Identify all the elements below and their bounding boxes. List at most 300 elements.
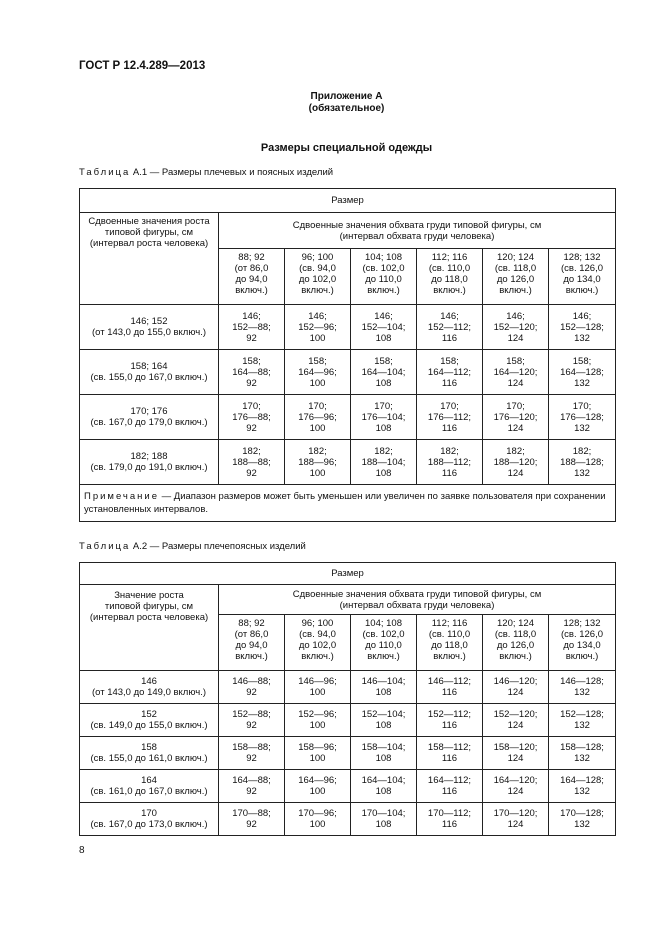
table-row <box>80 671 616 704</box>
cell-line: 170—112; <box>427 808 472 819</box>
table-cell <box>417 305 483 350</box>
table-cell <box>417 350 483 395</box>
table-cell <box>549 704 616 737</box>
column-header-line: до 102,0 <box>298 274 337 285</box>
row-label-line: 146 <box>141 676 157 687</box>
table-cell <box>285 395 351 440</box>
cell-line: 124 <box>507 786 524 797</box>
cell-line: 146; <box>374 310 393 322</box>
column-header <box>483 615 549 671</box>
cell-line: 176—120; <box>493 411 538 423</box>
cell-line: 108 <box>375 819 392 830</box>
cell-line: 92 <box>246 753 257 764</box>
cell-line: 164—104; <box>361 775 406 786</box>
column-header-line: (св. 102,0 <box>362 629 405 640</box>
cell-line: 108 <box>375 377 392 389</box>
cell-line: 176—128; <box>560 411 604 423</box>
cell-line: 108 <box>375 687 392 698</box>
note-prefix: Примечание <box>84 491 159 502</box>
column-header <box>549 249 616 305</box>
row-label <box>80 803 219 836</box>
cell-line: 164—120; <box>493 366 538 378</box>
cell-line: 170; <box>572 400 592 412</box>
cell-line: 164—128; <box>560 366 604 378</box>
cell-line: 152—88; <box>232 321 271 333</box>
row-label-line: 170 <box>141 808 157 819</box>
row-label-line: (св. 149,0 до 155,0 включ.) <box>90 720 208 731</box>
cell-line: 124 <box>507 687 524 698</box>
table-cell <box>549 770 616 803</box>
cell-line: 132 <box>574 720 590 731</box>
table1-caption-text: А.1 — Размеры плечевых и поясных изделий <box>130 167 334 178</box>
table-cell <box>549 305 616 350</box>
cell-line: 132 <box>574 819 590 830</box>
cell-line: 132 <box>574 377 590 389</box>
column-header <box>219 615 285 671</box>
row-label-line: (св. 167,0 до 179,0 включ.) <box>90 417 208 428</box>
column-header-line: (св. 118,0 <box>494 263 537 274</box>
column-header-line: (от 86,0 <box>234 263 269 274</box>
cell-line: 124 <box>507 467 524 479</box>
cell-line: 116 <box>441 422 458 434</box>
cell-line: 108 <box>375 786 392 797</box>
cell-line: 170—120; <box>493 808 538 819</box>
appendix-heading <box>0 91 661 115</box>
header-line: (интервал роста человека) <box>89 612 209 623</box>
table-cell <box>549 671 616 704</box>
column-header-line: 104; 108 <box>365 252 402 263</box>
table-cell <box>417 395 483 440</box>
cell-line: 124 <box>507 753 524 764</box>
table-cell <box>351 704 417 737</box>
column-header-line: включ.) <box>235 651 268 662</box>
table-cell <box>351 440 417 485</box>
column-header-line: включ.) <box>565 651 599 662</box>
table-cell <box>549 737 616 770</box>
column-header <box>285 615 351 671</box>
table-cell <box>219 305 285 350</box>
cell-line: 146—88; <box>232 676 271 687</box>
table-cell <box>483 704 549 737</box>
table-cell <box>351 671 417 704</box>
cell-line: 92 <box>246 332 257 344</box>
column-header-line: 88; 92 <box>238 618 265 629</box>
table-cell <box>417 704 483 737</box>
cell-line: 152—104; <box>361 709 406 720</box>
cell-line: 108 <box>375 720 392 731</box>
column-header-line: до 110,0 <box>365 640 402 651</box>
table-cell <box>285 671 351 704</box>
cell-line: 158—104; <box>361 742 406 753</box>
cell-line: 152—128; <box>560 709 604 720</box>
cell-line: 100 <box>309 819 326 830</box>
cell-line: 100 <box>309 332 326 344</box>
column-header-line: 88; 92 <box>238 252 265 263</box>
header-line: типовой фигуры, см <box>104 227 194 238</box>
cell-line: 100 <box>309 422 326 434</box>
cell-line: 124 <box>507 422 524 434</box>
table1-caption-prefix: Таблица <box>79 167 131 178</box>
table-row <box>80 770 616 803</box>
cell-line: 108 <box>375 332 392 344</box>
table-cell <box>285 704 351 737</box>
table-row <box>80 737 616 770</box>
cell-line: 164—96; <box>298 366 337 378</box>
cell-line: 152—96; <box>298 709 337 720</box>
column-header-line: 120; 124 <box>497 252 534 263</box>
table-cell <box>285 440 351 485</box>
table-cell <box>549 395 616 440</box>
column-header-line: включ.) <box>433 285 466 296</box>
cell-line: 132 <box>574 422 590 434</box>
cell-line: 164—88; <box>232 775 271 786</box>
table-cell <box>285 305 351 350</box>
table-cell <box>219 350 285 395</box>
table2-caption <box>79 541 306 552</box>
header-line: (интервал обхвата груди человека) <box>339 230 495 242</box>
column-header-line: включ.) <box>499 285 532 296</box>
cell-line: 100 <box>309 687 326 698</box>
row-label <box>80 671 219 704</box>
cell-line: 132 <box>574 467 590 479</box>
table-cell <box>483 305 549 350</box>
table-cell <box>483 350 549 395</box>
column-header-line: включ.) <box>367 651 400 662</box>
cell-line: 108 <box>375 467 392 479</box>
cell-line: 176—104; <box>361 411 406 423</box>
table-row <box>80 350 616 395</box>
row-label-line: 170; 176 <box>130 406 168 417</box>
row-label-line: (от 143,0 до 155,0 включ.) <box>91 327 207 338</box>
row-label-line: 164 <box>141 775 157 786</box>
column-header-line: 104; 108 <box>365 618 402 629</box>
cell-line: 152—120; <box>493 321 538 333</box>
cell-line: 116 <box>441 753 458 764</box>
row-label <box>80 350 219 395</box>
column-header-line: 96; 100 <box>301 618 334 629</box>
header-line: Сдвоенные значения обхвата груди типовой фигуры, см <box>292 588 542 600</box>
column-header-line: включ.) <box>235 285 268 296</box>
table-cell <box>417 671 483 704</box>
table-cell <box>219 395 285 440</box>
table-cell <box>483 737 549 770</box>
cell-line: 116 <box>441 720 458 731</box>
document-code: ГОСТ Р 12.4.289—2013 <box>79 60 206 72</box>
column-header-line: включ.) <box>499 651 532 662</box>
table-cell <box>549 803 616 836</box>
header-line: Сдвоенные значения обхвата груди типовой фигуры, см <box>292 219 542 231</box>
table-cell <box>549 440 616 485</box>
table-cell <box>351 395 417 440</box>
cell-line: 152—120; <box>493 709 538 720</box>
cell-line: 164—120; <box>493 775 538 786</box>
cell-line: 158; <box>506 355 525 367</box>
cell-line: 188—128; <box>560 456 604 468</box>
table-cell <box>483 395 549 440</box>
cell-line: 92 <box>246 819 257 830</box>
cell-line: 146—96; <box>298 676 337 687</box>
column-header-line: (св. 94,0 <box>299 263 336 274</box>
row-label-line: (от 143,0 до 149,0 включ.) <box>91 687 207 698</box>
cell-line: 108 <box>375 753 392 764</box>
row-label <box>80 440 219 485</box>
cell-line: 164—128; <box>560 775 604 786</box>
row-label <box>80 737 219 770</box>
cell-line: 146; <box>572 310 592 322</box>
header-line: Сдвоенные значения роста <box>88 216 210 227</box>
table-cell <box>219 737 285 770</box>
cell-line: 116 <box>441 687 458 698</box>
table2-caption-prefix: Таблица <box>79 541 131 552</box>
table-cell <box>417 737 483 770</box>
cell-line: 132 <box>574 687 590 698</box>
column-header-line: (св. 110,0 <box>428 263 471 274</box>
cell-line: 146—104; <box>361 676 406 687</box>
table1-col-group-header <box>219 213 616 249</box>
cell-line: 164—104; <box>361 366 406 378</box>
column-header-line: включ.) <box>301 285 334 296</box>
cell-line: 152—128; <box>560 321 604 333</box>
cell-line: 124 <box>507 332 524 344</box>
cell-line: 100 <box>309 753 326 764</box>
table-row <box>80 803 616 836</box>
cell-line: 158—120; <box>493 742 538 753</box>
table-cell <box>351 770 417 803</box>
row-label-line: 146; 152 <box>130 316 168 327</box>
cell-line: 182; <box>242 445 261 457</box>
cell-line: 152—112; <box>427 709 472 720</box>
cell-line: 124 <box>507 720 524 731</box>
table-cell <box>483 671 549 704</box>
column-header <box>351 615 417 671</box>
table-cell <box>351 803 417 836</box>
table-cell <box>549 350 616 395</box>
cell-line: 146; <box>308 310 327 322</box>
cell-line: 152—96; <box>298 321 337 333</box>
row-label-line: 182; 188 <box>130 451 168 462</box>
column-header-line: 128; 132 <box>563 618 601 629</box>
row-label-line: 158 <box>141 742 157 753</box>
cell-line: 164—88; <box>232 366 271 378</box>
table-cell <box>351 350 417 395</box>
cell-line: 92 <box>246 786 257 797</box>
column-header <box>351 249 417 305</box>
cell-line: 92 <box>246 467 257 479</box>
cell-line: 146; <box>242 310 261 322</box>
column-header-line: 112; 116 <box>431 252 468 263</box>
cell-line: 92 <box>246 720 257 731</box>
table2-caption-text: А.2 — Размеры плечепоясных изделий <box>130 541 306 552</box>
cell-line: 92 <box>246 377 257 389</box>
cell-line: 188—120; <box>493 456 538 468</box>
table-cell <box>219 440 285 485</box>
table-row <box>80 395 616 440</box>
table-cell <box>417 770 483 803</box>
cell-line: 116 <box>441 467 458 479</box>
cell-line: 164—96; <box>298 775 337 786</box>
table1-note <box>80 485 616 522</box>
header-line: (интервал обхвата груди человека) <box>339 599 495 611</box>
table1-row-header <box>80 213 219 305</box>
column-header-line: 96; 100 <box>301 252 334 263</box>
table-cell <box>285 350 351 395</box>
cell-line: 158; <box>242 355 261 367</box>
row-label-line: (св. 179,0 до 191,0 включ.) <box>90 462 208 473</box>
cell-line: 182; <box>506 445 525 457</box>
cell-line: 170; <box>440 400 459 412</box>
cell-line: 182; <box>308 445 327 457</box>
table-cell <box>285 803 351 836</box>
table-cell <box>285 737 351 770</box>
column-header-line: включ.) <box>565 285 599 296</box>
cell-line: 164—112; <box>427 366 472 378</box>
cell-line: 182; <box>440 445 459 457</box>
table-cell <box>219 770 285 803</box>
cell-line: 132 <box>574 786 590 797</box>
row-label <box>80 704 219 737</box>
table1-size-header: Размер <box>80 189 616 213</box>
column-header <box>417 249 483 305</box>
table-row <box>80 440 616 485</box>
cell-line: 132 <box>574 753 590 764</box>
table-cell <box>219 704 285 737</box>
column-header-line: до 110,0 <box>365 274 402 285</box>
column-header-line: (св. 118,0 <box>494 629 537 640</box>
header-line: (интервал роста человека) <box>89 238 209 249</box>
note-text: — Диапазон размеров может быть уменьшен или увеличен по заявке пользователя при сохранении установленных интервалов. <box>84 491 606 515</box>
row-label-line: (св. 155,0 до 161,0 включ.) <box>90 753 208 764</box>
cell-line: 188—112; <box>427 456 472 468</box>
cell-line: 188—88; <box>232 456 271 468</box>
column-header-line: до 126,0 <box>496 274 535 285</box>
column-header-line: до 134,0 <box>563 274 601 285</box>
cell-line: 182; <box>374 445 393 457</box>
cell-line: 146—120; <box>493 676 538 687</box>
cell-line: 164—112; <box>427 775 472 786</box>
appendix-status: (обязательное) <box>308 103 385 114</box>
column-header-line: до 94,0 <box>235 274 268 285</box>
column-header-line: (св. 126,0 <box>561 263 604 274</box>
table2-row-header <box>80 585 219 671</box>
cell-line: 100 <box>309 467 326 479</box>
table-cell <box>285 770 351 803</box>
column-header-line: 120; 124 <box>497 618 534 629</box>
cell-line: 176—88; <box>232 411 271 423</box>
row-label-line: (св. 161,0 до 167,0 включ.) <box>90 786 208 797</box>
column-header <box>285 249 351 305</box>
cell-line: 152—88; <box>232 709 271 720</box>
column-header-line: включ.) <box>301 651 334 662</box>
column-header-line: до 118,0 <box>431 274 468 285</box>
column-header-line: (св. 110,0 <box>428 629 471 640</box>
table-cell <box>351 305 417 350</box>
cell-line: 116 <box>441 332 458 344</box>
cell-line: 158; <box>374 355 393 367</box>
cell-line: 124 <box>507 819 524 830</box>
cell-line: 124 <box>507 377 524 389</box>
cell-line: 170—104; <box>361 808 406 819</box>
cell-line: 92 <box>246 687 257 698</box>
cell-line: 170; <box>308 400 327 412</box>
cell-line: 132 <box>574 332 590 344</box>
table-cell <box>219 671 285 704</box>
table2-col-group-header <box>219 585 616 615</box>
table-row <box>80 704 616 737</box>
cell-line: 146—112; <box>427 676 472 687</box>
column-header-line: включ.) <box>433 651 466 662</box>
cell-line: 158—88; <box>232 742 271 753</box>
column-header-line: до 94,0 <box>235 640 268 651</box>
column-header-line: до 126,0 <box>496 640 535 651</box>
row-label-line: 158; 164 <box>130 361 168 372</box>
row-label <box>80 395 219 440</box>
table-cell <box>483 803 549 836</box>
column-header-line: до 134,0 <box>563 640 601 651</box>
table-cell <box>219 803 285 836</box>
cell-line: 170; <box>374 400 393 412</box>
cell-line: 158; <box>572 355 592 367</box>
appendix-title: Приложение А <box>310 91 383 102</box>
cell-line: 108 <box>375 422 392 434</box>
table-cell <box>483 440 549 485</box>
cell-line: 152—112; <box>427 321 472 333</box>
column-header-line: (св. 102,0 <box>362 263 405 274</box>
row-label-line: (св. 155,0 до 167,0 включ.) <box>90 372 208 383</box>
table-cell <box>417 803 483 836</box>
column-header-line: (св. 94,0 <box>299 629 336 640</box>
cell-line: 158; <box>308 355 327 367</box>
cell-line: 116 <box>441 377 458 389</box>
cell-line: 158; <box>440 355 459 367</box>
table-cell <box>417 440 483 485</box>
column-header-line: (св. 126,0 <box>561 629 604 640</box>
column-header <box>483 249 549 305</box>
cell-line: 116 <box>441 786 458 797</box>
section-title: Размеры специальной одежды <box>260 142 433 154</box>
cell-line: 170—128; <box>560 808 604 819</box>
table2 <box>79 562 616 836</box>
table-cell <box>351 737 417 770</box>
cell-line: 158—96; <box>298 742 337 753</box>
cell-line: 176—96; <box>298 411 337 423</box>
column-header <box>219 249 285 305</box>
cell-line: 100 <box>309 377 326 389</box>
cell-line: 188—96; <box>298 456 337 468</box>
page-number: 8 <box>79 845 85 856</box>
cell-line: 100 <box>309 720 326 731</box>
column-header-line: (от 86,0 <box>234 629 269 640</box>
cell-line: 152—104; <box>361 321 406 333</box>
header-line: типовой фигуры, см <box>104 601 194 612</box>
cell-line: 170; <box>242 400 261 412</box>
column-header <box>417 615 483 671</box>
cell-line: 146—128; <box>560 676 604 687</box>
column-header-line: 112; 116 <box>431 618 468 629</box>
column-header-line: 128; 132 <box>563 252 601 263</box>
row-label <box>80 305 219 350</box>
table-row <box>80 305 616 350</box>
table2-size-header: Размер <box>80 563 616 585</box>
cell-line: 146; <box>440 310 459 322</box>
cell-line: 100 <box>309 786 326 797</box>
column-header-line: до 118,0 <box>431 640 468 651</box>
cell-line: 92 <box>246 422 257 434</box>
cell-line: 170; <box>506 400 525 412</box>
cell-line: 158—112; <box>427 742 472 753</box>
cell-line: 188—104; <box>361 456 406 468</box>
row-label-line: (св. 167,0 до 173,0 включ.) <box>90 819 208 830</box>
row-label-line: 152 <box>141 709 157 720</box>
